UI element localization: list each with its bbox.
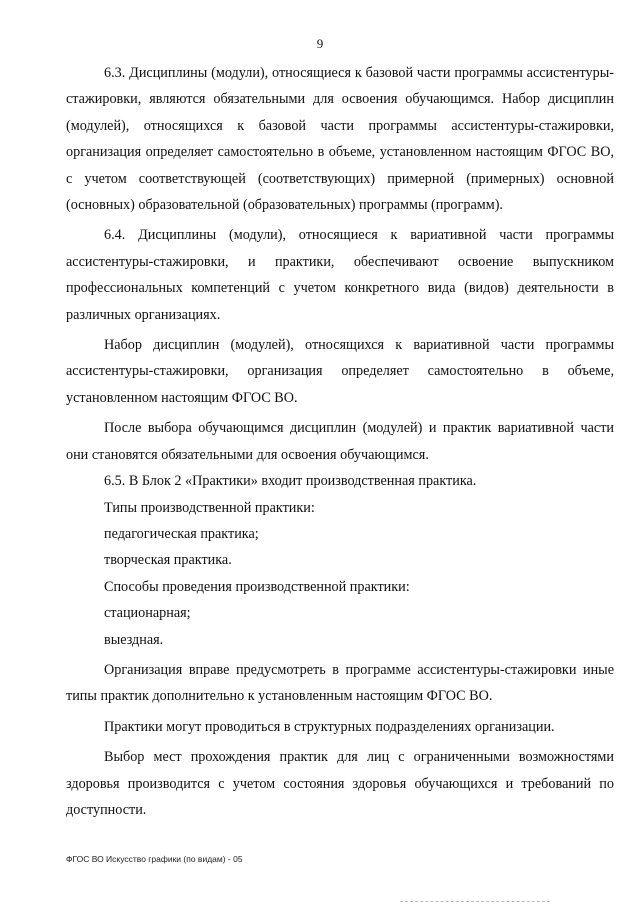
document-body <box>66 60 614 823</box>
scan-artifact-divider <box>400 901 550 902</box>
paragraph-6-3: 6.3. Дисциплины (модули), относящиеся к базовой части программы ассистентуры-стажировки, являются обязательными для освоения обучающимся. Набор дисциплин (модулей), относящихся к базовой части программы ассистентуры-стажировки, организация определяет самостоятельно в объеме, установленном настоящим ФГОС ВО, с учетом соответствующей (соответствующих) примерной (примерных) основной (основных) образовательной (образовательных) программы (программ). <box>66 65 614 214</box>
practice-method-item: выездная. <box>104 631 164 648</box>
page-number: 9 <box>316 36 324 51</box>
practice-type-item: педагогическая практика; <box>104 525 259 542</box>
practice-method-item: стационарная; <box>104 605 191 622</box>
paragraph-variative-set: Набор дисциплин (модулей), относящихся к вариативной части программы ассистентуры-стажировки, организация определяет самостоятельно в объеме, установленном настоящим ФГОС ВО. <box>66 337 614 406</box>
paragraph-after-selection: После выбора обучающимся дисциплин (модулей) и практик вариативной части они становятся обязательными для освоения обучающимся. <box>66 420 614 463</box>
practice-methods-heading: Способы проведения производственной практики: <box>104 578 410 595</box>
paragraph-other-practice-types: Организация вправе предусмотреть в программе ассистентуры-стажировки иные типы практик дополнительно к установленным настоящим ФГОС ВО. <box>66 661 614 705</box>
document-footer: ФГОС ВО Искусство графики (по видам) - 05 <box>66 854 243 864</box>
practice-type-item: творческая практика. <box>104 552 232 569</box>
paragraph-6-4: 6.4. Дисциплины (модули), относящиеся к вариативной части программы ассистентуры-стажировки, и практики, обеспечивают освоение выпускником профессиональных компетенций с учетом конкретного вида (видов) деятельности в различных организациях. <box>66 227 614 323</box>
paragraph-structural-units: Практики могут проводиться в структурных подразделениях организации. <box>104 718 555 735</box>
paragraph-accessibility: Выбор мест прохождения практик для лиц с ограниченными возможностями здоровья производится с учетом состояния здоровья обучающихся и требований по доступности. <box>66 749 614 818</box>
practice-types-heading: Типы производственной практики: <box>104 499 315 516</box>
paragraph-6-5: 6.5. В Блок 2 «Практики» входит производственная практика. <box>104 473 477 490</box>
